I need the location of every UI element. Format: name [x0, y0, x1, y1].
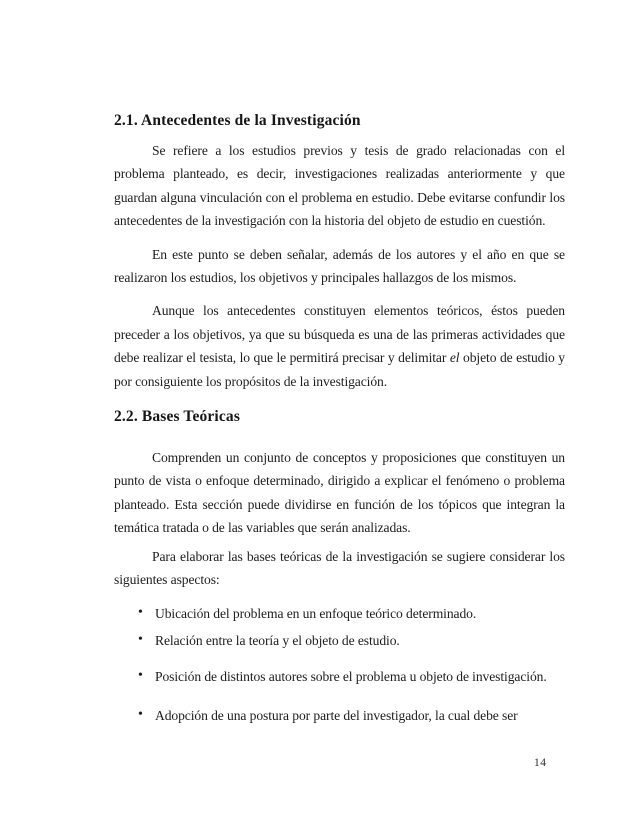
paragraph-text-after: objeto de estudio y por consiguiente los propósitos de la investigación. — [114, 350, 565, 389]
list-item — [114, 665, 565, 688]
page-content — [114, 0, 565, 727]
emphasized-word: el — [449, 350, 460, 366]
list-item — [114, 704, 565, 727]
list-item-text: Posición de distintos autores sobre el problema u objeto de investigación. — [155, 669, 547, 685]
section-heading-bases-teoricas: 2.2. Bases Teóricas — [114, 408, 240, 426]
paragraph-antecedentes-2: En este punto se deben señalar, además de los autores y el año en que se realizaron los estudios, los objetivos y principales hallazgos de los mismos. — [114, 246, 565, 286]
paragraph-antecedentes-1: Se refiere a los estudios previos y tesis de grado relacionadas con el problema planteado, es decir, investigaciones realizadas anteriormente y que guardan alguna vinculación con el problema en estudio. Debe evitarse confundir los antecedentes de la investigación con la historia del objeto de estudio en cuestión. — [114, 143, 565, 229]
list-item — [114, 629, 565, 652]
page-number: 14 — [534, 757, 547, 769]
section-heading-antecedentes: 2.1. Antecedentes de la Investigación — [114, 112, 361, 129]
bullet-icon: • — [138, 668, 143, 684]
bullet-icon: • — [138, 604, 143, 620]
bullet-list — [114, 602, 565, 728]
paragraph-bases-2: Para elaborar las bases teóricas de la investigación se sugiere considerar los siguientes aspectos: — [114, 548, 565, 588]
list-item-text: Relación entre la teoría y el objeto de estudio. — [155, 632, 400, 648]
paragraph-antecedentes-3 — [114, 299, 565, 393]
bullet-icon: • — [138, 706, 143, 722]
paragraph-bases-1: Comprenden un conjunto de conceptos y proposiciones que constituyen un punto de vista o enfoque determinado, dirigido a explicar el fenómeno o problema planteado. Esta sección puede dividirse en función de los tópicos que integran la temática tratada o de las variables que serán analizadas. — [114, 450, 565, 536]
paragraph-text-before: Aunque los antecedentes constituyen elementos teóricos, éstos pueden preceder a los objetivos, ya que su búsqueda es una de las primeras actividades que debe realizar el tesista, lo que le permitirá precisar y delimitar — [114, 303, 565, 366]
list-item-text: Ubicación del problema en un enfoque teórico determinado. — [155, 605, 477, 621]
bullet-icon: • — [138, 631, 143, 647]
list-item-text: Adopción de una postura por parte del investigador, la cual debe ser — [155, 707, 518, 723]
list-item — [114, 602, 565, 625]
